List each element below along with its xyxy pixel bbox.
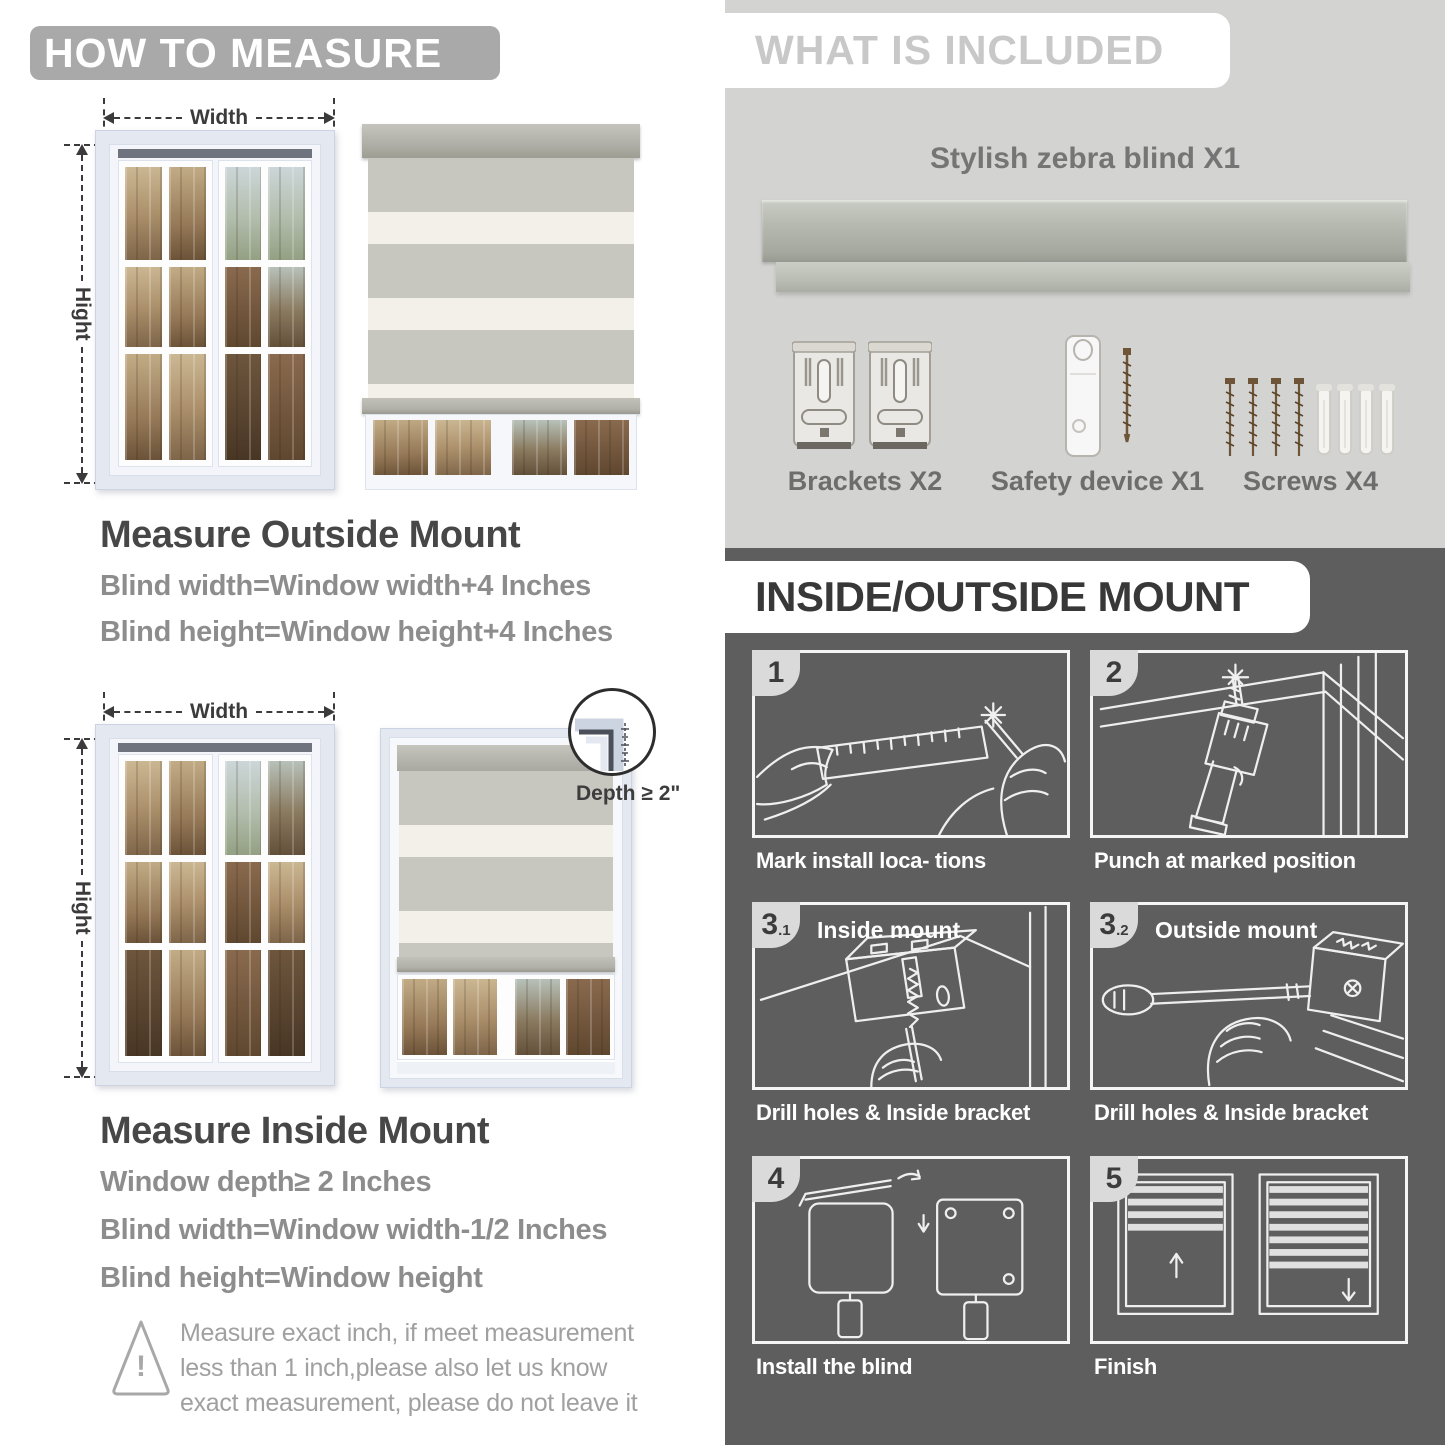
outside-mount-line1: Blind width=Window width+4 Inches	[100, 570, 591, 602]
window-pane	[169, 167, 206, 260]
install-blind-illustration	[755, 1159, 1067, 1341]
window-pane	[566, 979, 611, 1055]
bracket-icon	[868, 340, 932, 458]
step-caption: Drill holes & Inside bracket	[1094, 1100, 1369, 1125]
width-label: Width	[189, 700, 249, 723]
warning-exclamation: !	[136, 1350, 146, 1383]
step-title: Outside mount	[1155, 917, 1318, 943]
window-illustration	[95, 130, 335, 490]
step-panel-3-1	[752, 902, 1070, 1090]
height-label: Hight	[71, 881, 94, 935]
window-pane	[125, 267, 162, 347]
window-pane	[268, 761, 305, 855]
window-pane	[169, 354, 206, 460]
window-pane	[225, 761, 262, 855]
window-casement	[118, 754, 213, 1063]
blind-headrail	[362, 124, 640, 158]
part-label-brackets: Brackets X2	[787, 466, 943, 496]
step-badge: 5	[1090, 1156, 1138, 1202]
window-pane	[268, 354, 305, 460]
window-pane	[225, 167, 262, 260]
bracket-icon	[792, 340, 856, 458]
step-caption: Drill holes & Inside bracket	[756, 1100, 1031, 1125]
step-panel-2	[1090, 650, 1408, 838]
width-arrow	[103, 108, 335, 128]
window-pane	[125, 761, 162, 855]
height-arrow	[72, 144, 92, 484]
finish-blinds-illustration	[1093, 1159, 1405, 1341]
part-label-safety-device: Safety device X1	[990, 466, 1205, 496]
window-pane	[435, 420, 490, 475]
mark-location-illustration	[755, 653, 1067, 835]
step-caption: Finish	[1094, 1354, 1157, 1379]
depth-corner-inset	[568, 688, 656, 776]
width-label: Width	[189, 106, 249, 129]
step-panel-3-2	[1090, 902, 1408, 1090]
blind-bottom-rail	[397, 957, 615, 972]
inside-mount-title: Measure Inside Mount	[100, 1110, 490, 1152]
window-pane	[268, 167, 305, 260]
window-below-blind	[397, 974, 615, 1060]
zebra-blind-outside-illustration	[362, 124, 640, 490]
window-pane	[453, 979, 498, 1055]
window-pane	[169, 761, 206, 855]
step-caption: Install the blind	[756, 1354, 913, 1379]
window-casement	[218, 754, 313, 1063]
screw-icon	[1222, 378, 1314, 464]
warning-text: Measure exact inch, if meet measurement less than 1 inch,please also let us know exact measurement, please do not leave it	[180, 1319, 638, 1417]
window-top-rail	[118, 743, 312, 752]
window-top-rail	[118, 149, 312, 158]
depth-label: Depth ≥ 2"	[576, 782, 681, 805]
window-illustration	[95, 724, 335, 1086]
step-caption: Punch at marked position	[1094, 848, 1356, 873]
window-casement	[118, 160, 213, 467]
window-pane	[268, 267, 305, 347]
how-to-measure-title: HOW TO MEASURE	[44, 30, 443, 76]
what-is-included-title: WHAT IS INCLUDED	[755, 27, 1165, 73]
step-badge: 3 .2	[1090, 902, 1138, 948]
window-pane	[169, 950, 206, 1056]
blind-bottom-rail	[362, 398, 640, 414]
inside-mount-line3: Blind height=Window height	[100, 1262, 483, 1294]
outside-mount-title: Measure Outside Mount	[100, 514, 521, 556]
window-pane	[125, 354, 162, 460]
window-pane	[125, 862, 162, 943]
step-panel-5	[1090, 1156, 1408, 1344]
window-pane	[574, 420, 629, 475]
headrail-lower-bar	[776, 262, 1410, 292]
window-pane	[515, 979, 560, 1055]
step-badge: 3 .1	[752, 902, 800, 948]
window-pane	[512, 420, 567, 475]
width-arrow	[103, 702, 335, 722]
step-badge: 2	[1090, 650, 1138, 696]
how-to-measure-banner	[30, 26, 500, 80]
blind-stripes	[368, 158, 634, 398]
product-label: Stylish zebra blind X1	[929, 142, 1241, 175]
inside-mount-line2: Blind width=Window width-1/2 Inches	[100, 1214, 608, 1246]
step-caption: Mark install loca- tions	[756, 848, 986, 873]
window-pane	[169, 267, 206, 347]
window-pane	[225, 862, 262, 943]
wall-anchor-icon	[1316, 380, 1396, 460]
step-title: Inside mount	[817, 917, 961, 943]
what-is-included-banner	[725, 13, 1230, 88]
window-pane	[373, 420, 428, 475]
screw-icon	[1120, 348, 1134, 450]
window-pane	[402, 979, 447, 1055]
window-pane	[225, 950, 262, 1056]
mount-steps-banner	[725, 561, 1310, 633]
window-below-blind	[365, 414, 637, 490]
height-arrow	[72, 738, 92, 1078]
safety-device-icon	[1058, 334, 1108, 460]
warning-triangle-icon	[110, 1314, 172, 1398]
drill-illustration	[1093, 653, 1405, 835]
window-pane	[225, 354, 262, 460]
step-panel-1	[752, 650, 1070, 838]
inside-mount-line1: Window depth≥ 2 Inches	[100, 1166, 432, 1198]
window-pane	[225, 267, 262, 347]
window-corner-detail-icon	[571, 691, 653, 773]
headrail-image	[762, 200, 1407, 262]
window-pane	[125, 167, 162, 260]
part-label-screws: Screws X4	[1242, 466, 1379, 496]
window-casement	[218, 160, 313, 467]
window-pane	[125, 950, 162, 1056]
mount-steps-title: INSIDE/OUTSIDE MOUNT	[755, 573, 1250, 620]
window-bottom-sash	[397, 1060, 615, 1074]
height-label: Hight	[71, 287, 94, 341]
step-badge: 1	[752, 650, 800, 696]
window-pane	[268, 862, 305, 943]
outside-mount-line2: Blind height=Window height+4 Inches	[100, 616, 613, 648]
step-panel-4	[752, 1156, 1070, 1344]
window-pane	[268, 950, 305, 1056]
window-pane	[169, 862, 206, 943]
step-badge: 4	[752, 1156, 800, 1202]
